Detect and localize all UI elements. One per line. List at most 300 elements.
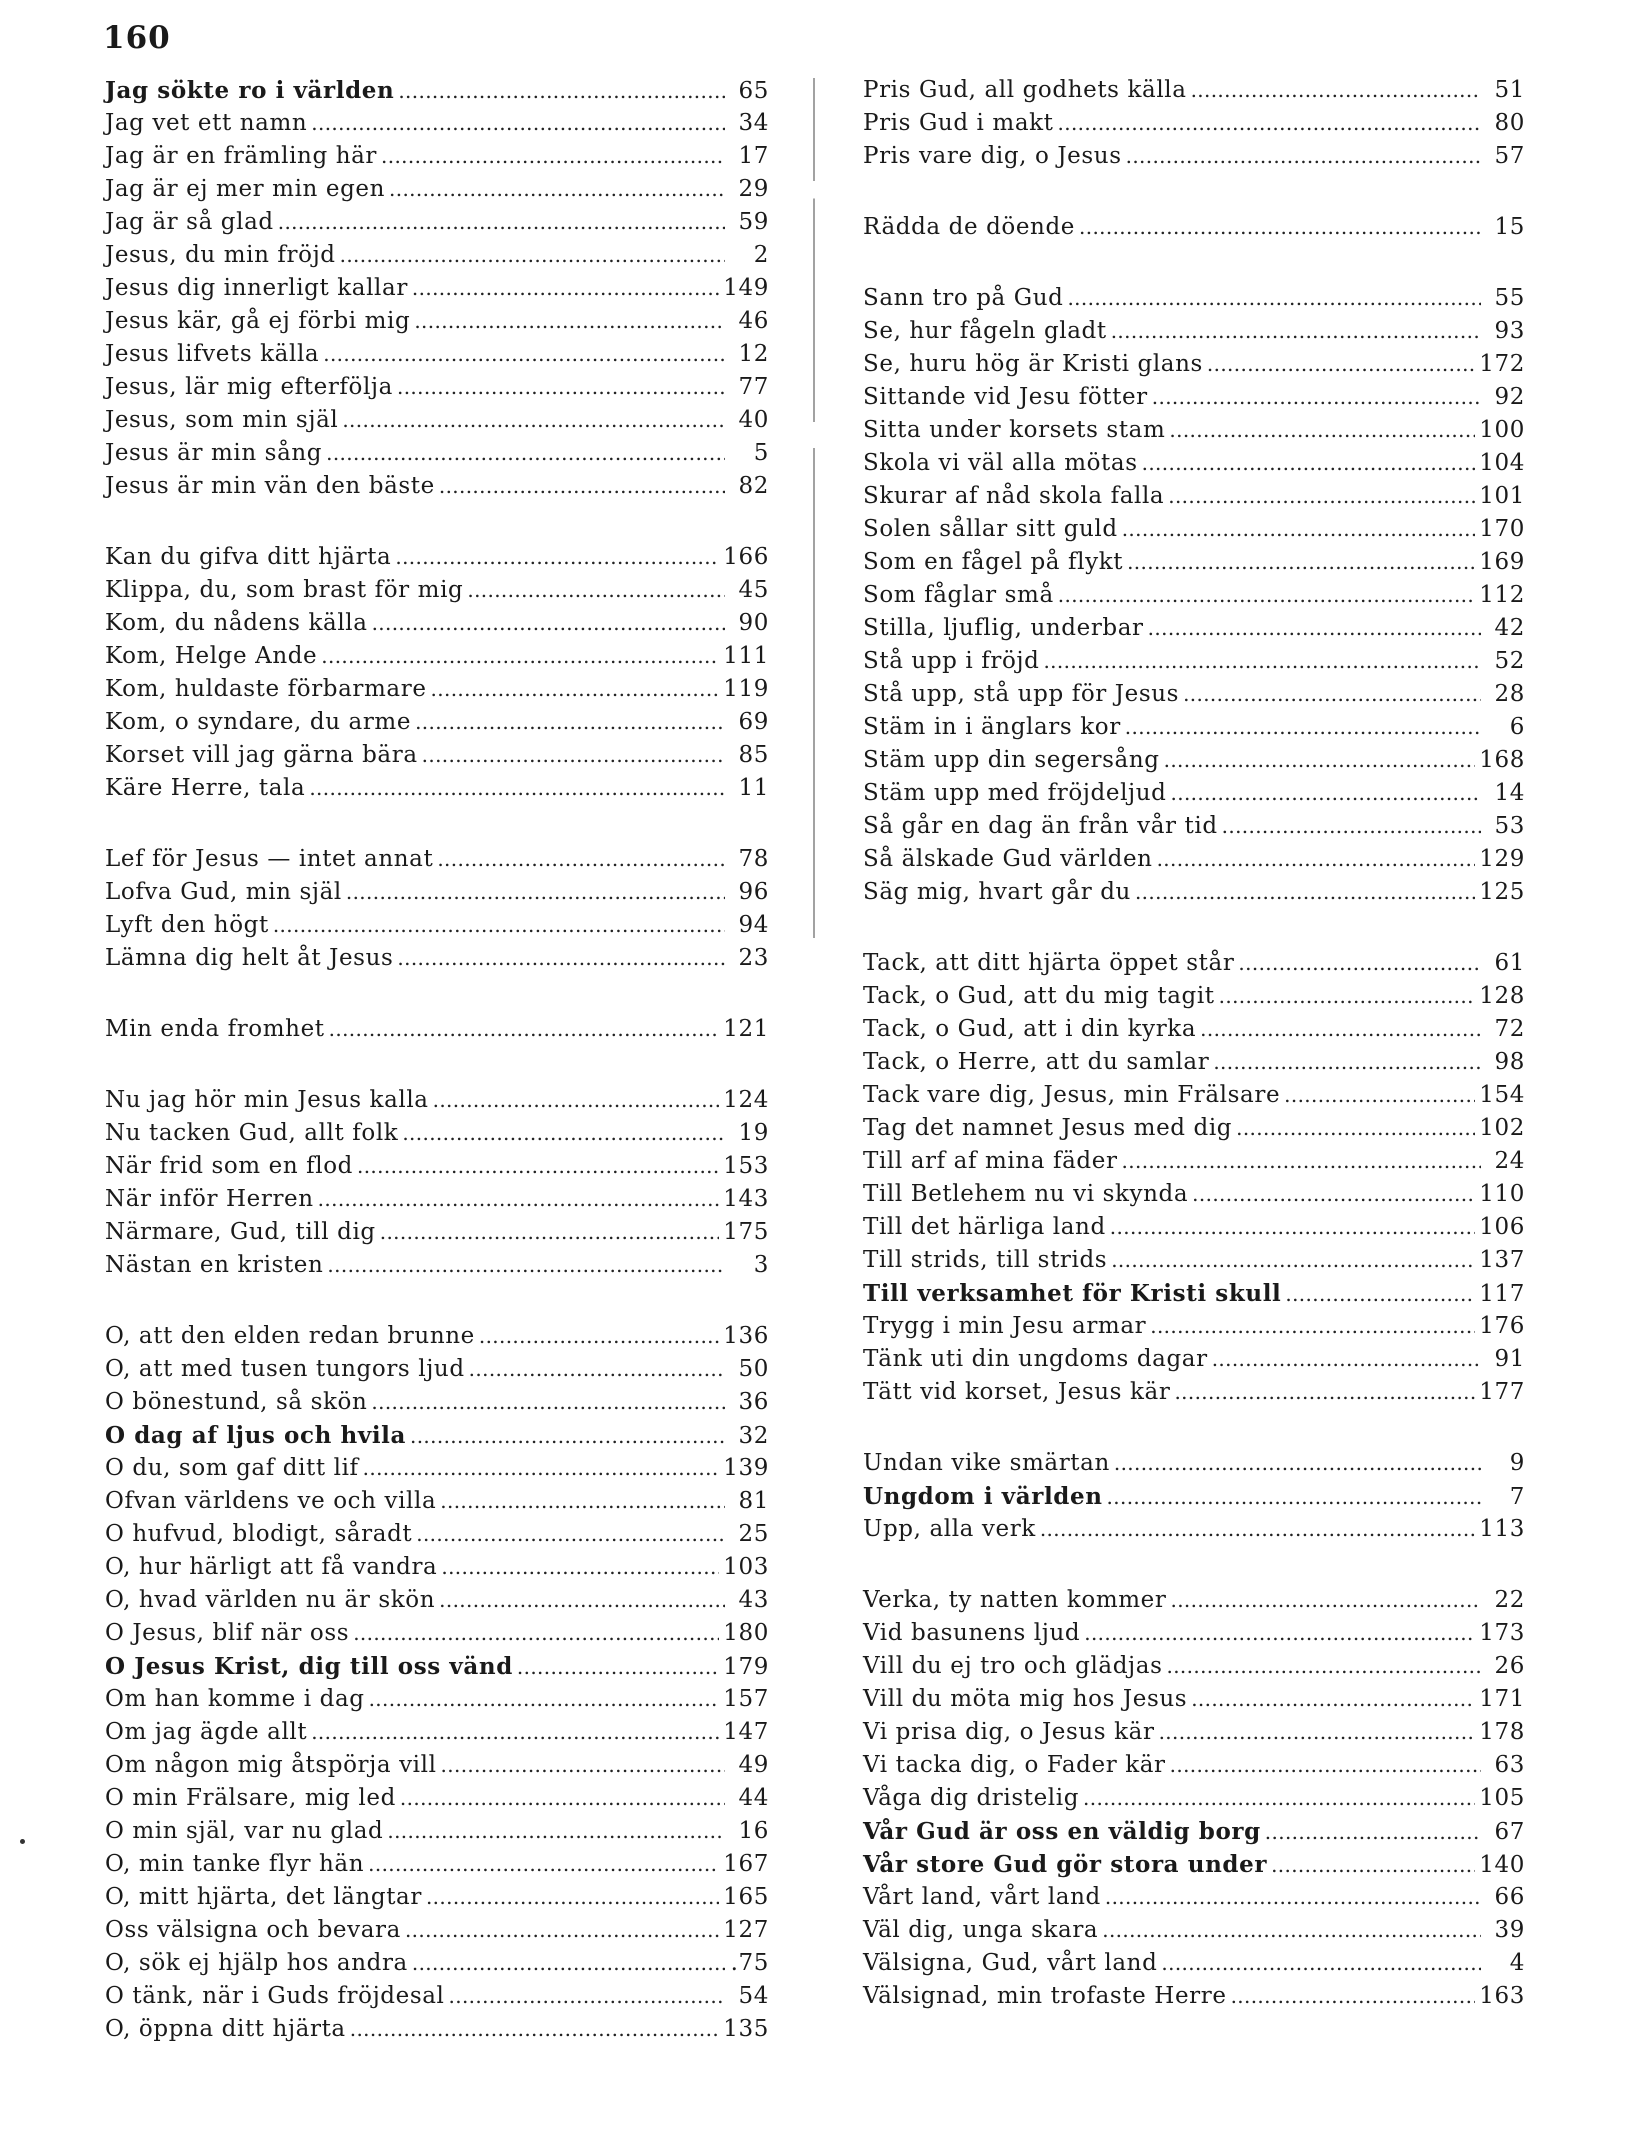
dot-leader (1171, 777, 1481, 810)
dot-leader (326, 437, 725, 470)
index-entry (863, 1914, 1525, 1947)
hymn-title: Vi prisa dig, o Jesus kär (863, 1719, 1155, 1745)
hymn-title: Verka, ty natten kommer (863, 1587, 1167, 1613)
dot-leader (323, 338, 725, 371)
hymn-number: 136 (723, 1323, 769, 1349)
index-entry (105, 1848, 769, 1881)
hymn-title: Jesus kär, gå ej förbi mig (105, 308, 411, 334)
dot-leader (441, 1749, 725, 1782)
dot-leader (278, 206, 725, 239)
dot-leader (1152, 381, 1481, 414)
index-entry (863, 1815, 1525, 1848)
hymn-title: Vi tacka dig, o Fader kär (863, 1752, 1166, 1778)
hymn-title: O dag af ljus och hvila (105, 1422, 406, 1449)
index-entry (863, 140, 1525, 173)
hymn-number: 96 (738, 879, 769, 905)
hymn-title: Nästan en kristen (105, 1252, 324, 1278)
hymn-title: Kom, o syndare, du arme (105, 709, 412, 735)
hymn-number: 91 (1494, 1346, 1525, 1372)
hymn-number: 110 (1479, 1181, 1525, 1207)
dot-leader (1236, 1112, 1475, 1145)
hymn-number: 78 (738, 846, 769, 872)
hymn-number: 28 (1494, 681, 1525, 707)
index-entry (105, 640, 769, 673)
index-entry (105, 1650, 769, 1683)
hymn-title: Tack vare dig, Jesus, min Frälsare (863, 1082, 1281, 1108)
hymn-number: 9 (1509, 1450, 1525, 1476)
index-entry (105, 1947, 769, 1980)
hymn-number: 85 (738, 742, 769, 768)
index-entry (105, 404, 769, 437)
index-entry (863, 1112, 1525, 1145)
hymn-title: O, hur härligt att få vandra (105, 1554, 438, 1580)
dot-leader (1148, 612, 1481, 645)
dot-leader (1219, 980, 1476, 1013)
index-entry (105, 1485, 769, 1518)
index-entry (105, 305, 769, 338)
hymn-number: 172 (1479, 351, 1525, 377)
dot-leader (400, 1782, 725, 1815)
hymn-title: Tag det namnet Jesus med dig (863, 1115, 1233, 1141)
hymn-number: 154 (1479, 1082, 1525, 1108)
index-entry (105, 2013, 769, 2046)
index-entry (863, 447, 1525, 480)
index-entry (105, 1617, 769, 1650)
hymn-number: 24 (1494, 1148, 1525, 1174)
hymn-number: 32 (738, 1423, 769, 1449)
hymn-title: Vid basunens ljud (863, 1620, 1081, 1646)
index-entry (105, 772, 769, 805)
hymn-title: Jesus, som min själ (105, 407, 339, 433)
hymn-number: 23 (738, 945, 769, 971)
dot-leader (1105, 1881, 1481, 1914)
hymn-title: Tack, o Gud, att du mig tagit (863, 983, 1215, 1009)
hymn-title: Som en fågel på flykt (863, 549, 1124, 575)
hymn-title: Pris Gud i makt (863, 110, 1054, 136)
hymn-title: Sitta under korsets stam (863, 417, 1166, 443)
hymn-number: 113 (1479, 1516, 1525, 1542)
dot-leader (340, 239, 725, 272)
index-entry (105, 541, 769, 574)
dot-leader (1191, 1683, 1475, 1716)
hymn-title: O, sök ej hjälp hos andra (105, 1950, 408, 1976)
index-entry (105, 239, 769, 272)
page-number: 160 (103, 20, 171, 56)
dot-leader (346, 876, 725, 909)
dot-leader (1207, 348, 1475, 381)
dot-leader (1058, 107, 1481, 140)
hymn-number: 25 (738, 1521, 769, 1547)
dot-leader (431, 673, 720, 706)
hymn-number: 173 (1479, 1620, 1525, 1646)
hymn-title: O bönestund, så skön (105, 1389, 368, 1415)
hymn-title: Vår store Gud gör stora under (863, 1851, 1268, 1878)
index-entry (105, 338, 769, 371)
dot-leader (433, 1084, 720, 1117)
hymn-number: 3 (753, 1252, 769, 1278)
dot-leader (1114, 1447, 1481, 1480)
hymn-number: 29 (738, 176, 769, 202)
hymn-number: 43 (738, 1587, 769, 1613)
index-entry (863, 777, 1525, 810)
hymn-number: 55 (1494, 285, 1525, 311)
index-entry (105, 470, 769, 503)
hymn-title: Jesus är min vän den bäste (105, 473, 435, 499)
index-entry (105, 1249, 769, 1282)
dot-leader (389, 173, 725, 206)
index-letter-group (105, 1013, 769, 1046)
index-entry (105, 1117, 769, 1150)
dot-leader (327, 1249, 725, 1282)
index-entry (863, 282, 1525, 315)
dot-leader (402, 1117, 725, 1150)
hymn-number: 11 (738, 775, 769, 801)
hymn-title: Stäm in i änglars kor (863, 714, 1121, 740)
hymn-number: 12 (738, 341, 769, 367)
index-entry (863, 1310, 1525, 1343)
index-entry (105, 107, 769, 140)
hymn-title: Jag vet ett namn (105, 110, 308, 136)
hymn-number: 39 (1494, 1917, 1525, 1943)
hymn-number: 26 (1494, 1653, 1525, 1679)
index-entry (105, 1518, 769, 1551)
dot-leader (1238, 947, 1481, 980)
hymn-title: Välsignad, min trofaste Herre (863, 1983, 1227, 2009)
hymn-title: Oss välsigna och bevara (105, 1917, 401, 1943)
hymn-title: Stå upp i fröjd (863, 648, 1040, 674)
dot-leader (1142, 447, 1476, 480)
dot-leader (397, 942, 725, 975)
hymn-number: 101 (1479, 483, 1525, 509)
hymn-title: Kom, Helge Ande (105, 643, 318, 669)
hymn-title: Vår Gud är oss en väldig borg (863, 1818, 1261, 1845)
index-entry (863, 1145, 1525, 1178)
index-entry (105, 74, 769, 107)
dot-leader (1200, 1013, 1481, 1046)
dot-leader (369, 1683, 720, 1716)
hymn-title: Jesus är min sång (105, 440, 323, 466)
index-entry (863, 414, 1525, 447)
dot-leader (1212, 1343, 1481, 1376)
hymn-number: 19 (738, 1120, 769, 1146)
dot-leader (439, 470, 725, 503)
hymn-number: 111 (723, 643, 769, 669)
index-entry (863, 1683, 1525, 1716)
hymn-title: Lämna dig helt åt Jesus (105, 945, 394, 971)
hymn-number: 103 (723, 1554, 769, 1580)
dot-leader (415, 706, 725, 739)
index-column-left (105, 74, 769, 2046)
index-entry (863, 1749, 1525, 1782)
dot-leader (380, 1216, 720, 1249)
index-letter-group (105, 1320, 769, 2046)
dot-leader (1183, 678, 1481, 711)
hymn-number: 94 (738, 912, 769, 938)
index-entry (863, 513, 1525, 546)
dot-leader (1127, 546, 1475, 579)
hymn-number: 98 (1494, 1049, 1525, 1075)
dot-leader (441, 1551, 719, 1584)
hymn-number: 67 (1494, 1819, 1525, 1845)
hymn-title: Stäm upp med fröjdeljud (863, 780, 1167, 806)
hymn-title: Pris vare dig, o Jesus (863, 143, 1122, 169)
hymn-number: 153 (723, 1153, 769, 1179)
dot-leader (1265, 1816, 1481, 1849)
hymn-title: Lofva Gud, min själ (105, 879, 342, 905)
index-entry (105, 1353, 769, 1386)
dot-leader (363, 1452, 720, 1485)
dot-leader (273, 909, 725, 942)
hymn-number: 100 (1479, 417, 1525, 443)
dot-leader (1084, 1617, 1475, 1650)
hymn-title: Nu tacken Gud, allt folk (105, 1120, 399, 1146)
hymn-title: Jag är så glad (105, 209, 274, 235)
hymn-number: 171 (1479, 1686, 1525, 1712)
hymn-title: Upp, alla verk (863, 1516, 1036, 1542)
hymn-title: Jesus dig innerligt kallar (105, 275, 408, 301)
hymn-title: Säg mig, hvart går du (863, 879, 1131, 905)
hymn-number: 61 (1494, 950, 1525, 976)
index-entry (863, 645, 1525, 678)
hymn-title: Jag sökte ro i världen (105, 77, 395, 104)
index-entry (863, 876, 1525, 909)
index-entry (863, 1013, 1525, 1046)
dot-leader (368, 1848, 719, 1881)
hymn-number: 177 (1479, 1379, 1525, 1405)
hymn-number: 15 (1494, 214, 1525, 240)
hymn-number: 53 (1494, 813, 1525, 839)
hymn-number: 81 (738, 1488, 769, 1514)
hymn-title: Lyft den högt (105, 912, 269, 938)
index-entry (105, 371, 769, 404)
dot-leader (1111, 1244, 1475, 1277)
dot-leader (311, 107, 725, 140)
index-entry (863, 1782, 1525, 1815)
stray-ink-dot (20, 1839, 25, 1844)
index-entry (105, 1150, 769, 1183)
hymn-number: 127 (723, 1917, 769, 1943)
index-entry (105, 909, 769, 942)
hymn-title: Jag är en främling här (105, 143, 378, 169)
hymn-title: Skola vi väl alla mötas (863, 450, 1138, 476)
index-entry (863, 1211, 1525, 1244)
group-spacer (105, 503, 769, 541)
index-letter-group (863, 282, 1525, 909)
group-spacer (863, 244, 1525, 282)
hymn-title: Våga dig dristelig (863, 1785, 1080, 1811)
dot-leader (517, 1651, 719, 1684)
index-entry (863, 74, 1525, 107)
index-entry (863, 1046, 1525, 1079)
hymn-title: O, mitt hjärta, det längtar (105, 1884, 422, 1910)
dot-leader (329, 1013, 720, 1046)
index-entry (863, 980, 1525, 1013)
hymn-number: 63 (1494, 1752, 1525, 1778)
hymn-number: 140 (1479, 1852, 1525, 1878)
dot-leader (440, 1485, 725, 1518)
index-entry (863, 1617, 1525, 1650)
hymn-title: När frid som en flod (105, 1153, 353, 1179)
index-entry (863, 612, 1525, 645)
hymn-number: 4 (1509, 1950, 1525, 1976)
index-entry (105, 1782, 769, 1815)
hymn-title: Kom, du nådens källa (105, 610, 368, 636)
column-divider (813, 78, 815, 938)
dot-leader (1271, 1849, 1475, 1882)
index-entry (863, 1343, 1525, 1376)
index-entry (105, 272, 769, 305)
hymn-title: Om han komme i dag (105, 1686, 365, 1712)
dot-leader (1110, 1211, 1476, 1244)
dot-leader (1191, 74, 1481, 107)
hymn-title: Jag är ej mer min egen (105, 176, 386, 202)
index-entry (863, 211, 1525, 244)
index-entry (105, 1084, 769, 1117)
hymn-number: 36 (738, 1389, 769, 1415)
index-entry (863, 1980, 1525, 2013)
dot-leader (395, 541, 719, 574)
hymn-title: Välsigna, Gud, vårt land (863, 1950, 1158, 1976)
index-entry (105, 1183, 769, 1216)
hymn-number: 40 (738, 407, 769, 433)
dot-leader (309, 772, 725, 805)
dot-leader (342, 404, 725, 437)
hymn-title: Undan vike smärtan (863, 1450, 1110, 1476)
index-entry (105, 673, 769, 706)
hymn-number: 77 (738, 374, 769, 400)
index-entry (863, 1881, 1525, 1914)
hymn-title: Sann tro på Gud (863, 285, 1064, 311)
hymn-number: 135 (723, 2016, 769, 2042)
hymn-number: 175 (723, 1219, 769, 1245)
dot-leader (1168, 480, 1475, 513)
hymn-number: 139 (723, 1455, 769, 1481)
hymn-title: Stå upp, stå upp för Jesus (863, 681, 1180, 707)
dot-leader (1083, 1782, 1475, 1815)
hymn-number: 6 (1509, 714, 1525, 740)
hymn-title: Till det härliga land (863, 1214, 1106, 1240)
index-entry (863, 1513, 1525, 1546)
hymn-title: Skurar af nåd skola falla (863, 483, 1165, 509)
dot-leader (381, 140, 725, 173)
group-spacer (105, 1282, 769, 1320)
hymn-title: O min själ, var nu glad (105, 1818, 384, 1844)
dot-leader (422, 739, 725, 772)
index-letter-group (105, 1084, 769, 1282)
index-entry (863, 1244, 1525, 1277)
hymn-title: Stäm upp din segersång (863, 747, 1160, 773)
index-entry (105, 1749, 769, 1782)
hymn-number: 90 (738, 610, 769, 636)
index-entry (105, 1013, 769, 1046)
index-entry (863, 579, 1525, 612)
hymn-title: Rädda de döende (863, 214, 1076, 240)
dot-leader (1161, 1947, 1481, 1980)
dot-leader (1170, 1584, 1481, 1617)
index-letter-group (105, 541, 769, 805)
hymn-number: 22 (1494, 1587, 1525, 1613)
index-entry (105, 574, 769, 607)
hymn-number: 167 (723, 1851, 769, 1877)
hymn-number: 54 (738, 1983, 769, 2009)
hymn-title: Till verksamhet för Kristi skull (863, 1280, 1282, 1307)
dot-leader (1122, 513, 1476, 546)
hymn-number: 44 (738, 1785, 769, 1811)
hymn-title: Till arf af mina fäder (863, 1148, 1118, 1174)
group-spacer (105, 805, 769, 843)
dot-leader (387, 1815, 725, 1848)
index-entry (863, 1277, 1525, 1310)
index-entry (863, 480, 1525, 513)
index-entry (863, 810, 1525, 843)
dot-leader (1067, 282, 1481, 315)
dot-leader (1169, 414, 1475, 447)
hymn-title: Trygg i min Jesu armar (863, 1313, 1147, 1339)
hymn-number: 80 (1494, 110, 1525, 136)
group-spacer (105, 975, 769, 1013)
index-entry (105, 607, 769, 640)
hymn-title: O Jesus, blif när oss (105, 1620, 350, 1646)
hymn-number: 179 (723, 1654, 769, 1680)
hymn-title: O tänk, när i Guds fröjdesal (105, 1983, 445, 2009)
dot-leader (1157, 843, 1476, 876)
hymn-title: Väl dig, unga skara (863, 1917, 1099, 1943)
hymn-title: Till strids, till strids (863, 1247, 1108, 1273)
hymn-number: 2 (753, 242, 769, 268)
hymn-number: 102 (1479, 1115, 1525, 1141)
hymn-title: Ofvan världens ve och villa (105, 1488, 437, 1514)
index-entry (863, 711, 1525, 744)
dot-leader (1231, 1980, 1476, 2013)
hymn-number: 163 (1479, 1983, 1525, 2009)
hymn-title: Jesus lifvets källa (105, 341, 320, 367)
index-entry (105, 173, 769, 206)
index-entry (863, 107, 1525, 140)
group-spacer (105, 1046, 769, 1084)
index-entry (105, 1716, 769, 1749)
hymn-title: Stilla, ljuflig, underbar (863, 615, 1144, 641)
index-entry (105, 206, 769, 239)
hymn-title: Om jag ägde allt (105, 1719, 308, 1745)
dot-leader (1135, 876, 1475, 909)
hymn-number: 104 (1479, 450, 1525, 476)
index-entry (863, 1947, 1525, 1980)
index-entry (105, 1551, 769, 1584)
dot-leader (469, 1353, 725, 1386)
index-entry (863, 1584, 1525, 1617)
hymn-number: 112 (1479, 582, 1525, 608)
dot-leader (1040, 1513, 1475, 1546)
hymn-title: Så älskade Gud världen (863, 846, 1153, 872)
hymn-number: 168 (1479, 747, 1525, 773)
hymn-title: Lef för Jesus — intet annat (105, 846, 434, 872)
hymn-title: Käre Herre, tala (105, 775, 306, 801)
hymn-title: O hufvud, blodigt, såradt (105, 1521, 413, 1547)
index-entry (863, 744, 1525, 777)
hymn-number: 149 (723, 275, 769, 301)
dot-leader (1167, 1650, 1482, 1683)
hymn-number: 105 (1479, 1785, 1525, 1811)
hymn-number: 143 (723, 1186, 769, 1212)
index-entry (105, 1419, 769, 1452)
hymn-number: 106 (1479, 1214, 1525, 1240)
hymn-title: Tack, o Herre, att du samlar (863, 1049, 1210, 1075)
dot-leader (371, 1386, 725, 1419)
hymn-title: O, öppna ditt hjärta (105, 2016, 346, 2042)
dot-leader (398, 75, 725, 108)
index-entry (105, 1320, 769, 1353)
dot-leader (405, 1914, 719, 1947)
